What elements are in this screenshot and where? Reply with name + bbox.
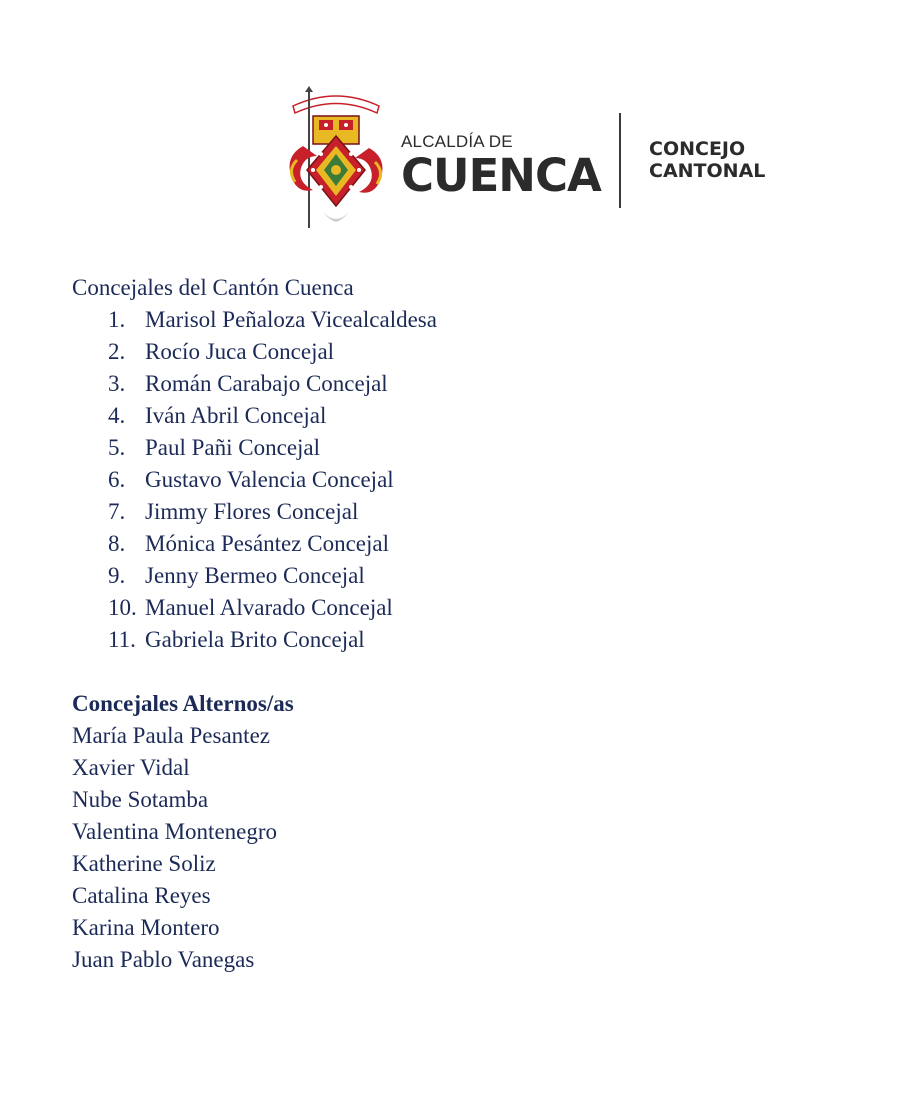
list-number: 11. (108, 627, 136, 652)
list-item (72, 400, 852, 432)
list-text: Mónica Pesántez Concejal (145, 531, 389, 556)
brand-line-small: ALCALDÍA DE (401, 132, 513, 151)
members-list (72, 304, 852, 656)
list-number: 7. (108, 499, 126, 524)
council-label (649, 138, 765, 182)
list-text: Manuel Alvarado Concejal (145, 595, 393, 620)
council-line-2: CANTONAL (649, 160, 766, 182)
list-item (72, 624, 852, 656)
document-header (0, 0, 917, 250)
list-item (72, 464, 852, 496)
alternate-name: Karina Montero (72, 915, 220, 940)
council-line-1: CONCEJO (649, 138, 746, 160)
list-number: 2. (108, 339, 126, 364)
alternate-name: Juan Pablo Vanegas (72, 947, 255, 972)
alternate-name: Valentina Montenegro (72, 819, 278, 844)
list-number: 4. (108, 403, 126, 428)
list-text: Jimmy Flores Concejal (145, 499, 359, 524)
list-item (72, 592, 852, 624)
list-text: Gabriela Brito Concejal (145, 627, 365, 652)
list-number: 6. (108, 467, 126, 492)
list-text: Iván Abril Concejal (145, 403, 327, 428)
section-title: Concejales del Cantón Cuenca (72, 275, 354, 300)
list-item (72, 304, 852, 336)
list-number: 8. (108, 531, 126, 556)
list-text: Rocío Juca Concejal (145, 339, 335, 364)
list-number: 9. (108, 563, 126, 588)
list-text: Marisol Peñaloza Vicealcaldesa (145, 307, 437, 332)
brand-line-big: CUENCA (401, 149, 601, 202)
alternate-name: María Paula Pesantez (72, 723, 270, 748)
alternate-name: Xavier Vidal (72, 755, 190, 780)
list-item (72, 368, 852, 400)
list-number: 10. (108, 595, 137, 620)
list-item (72, 336, 852, 368)
alternates-title: Concejales Alternos/as (72, 691, 294, 716)
list-text: Gustavo Valencia Concejal (145, 467, 394, 492)
list-text: Jenny Bermeo Concejal (145, 563, 365, 588)
alternate-name: Catalina Reyes (72, 883, 211, 908)
alternate-name: Nube Sotamba (72, 787, 209, 812)
coat-of-arms-logo (283, 86, 389, 236)
alternates-list (72, 720, 852, 976)
header-divider (619, 113, 621, 208)
brand-wordmark (401, 133, 601, 200)
alternate-name: Katherine Soliz (72, 851, 216, 876)
list-number: 5. (108, 435, 126, 460)
list-item (72, 560, 852, 592)
list-text: Paul Pañi Concejal (145, 435, 321, 460)
list-number: 1. (108, 307, 126, 332)
list-item (72, 528, 852, 560)
list-item (72, 496, 852, 528)
list-text: Román Carabajo Concejal (145, 371, 388, 396)
list-number: 3. (108, 371, 126, 396)
list-item (72, 432, 852, 464)
document-body (72, 272, 852, 976)
